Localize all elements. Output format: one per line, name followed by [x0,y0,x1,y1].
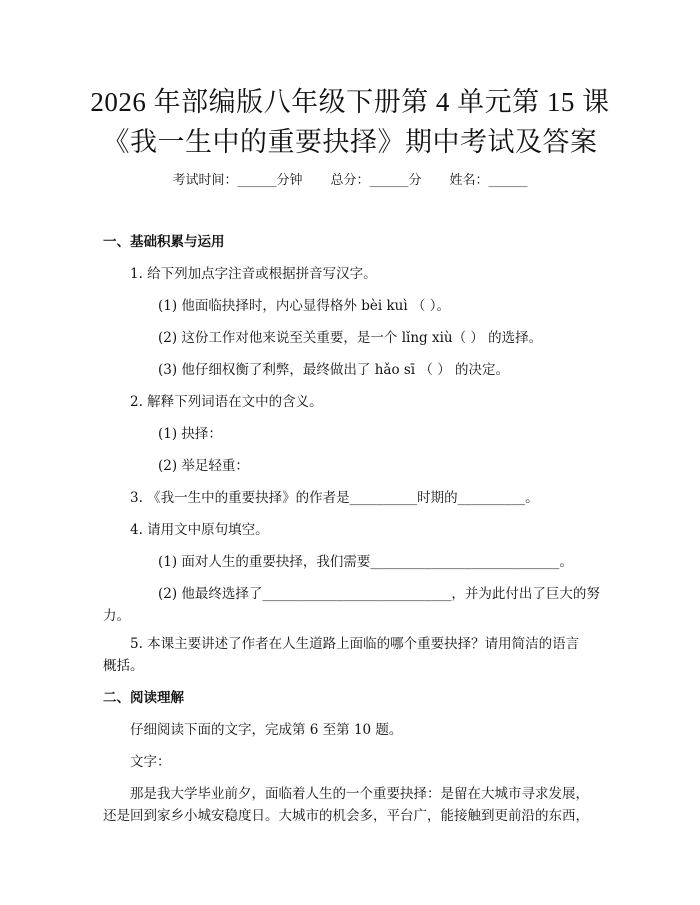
question-1: 1. 给下列加点字注音或根据拼音写汉字。 [130,266,377,282]
question-5-continued: 概括。 [103,658,144,674]
document-title-line-2: 《我一生中的重要抉择》期中考试及答案 [102,127,598,157]
question-1-item-3: (3) 他仔细权衡了利弊，最终做出了 hǎo sī （ ） 的决定。 [158,362,509,378]
question-1-item-2: (2) 这份工作对他来说至关重要，是一个 lǐng xiù（ ） 的选择。 [158,330,543,346]
question-2-item-2: (2) 举足轻重： [158,458,249,474]
document-title-line-1: 2026 年部编版八年级下册第 4 单元第 15 课 [90,87,610,117]
passage-line-1: 那是我大学毕业前夕，面临着人生的一个重要抉择：是留在大城市寻求发展， [130,786,589,802]
question-4: 4. 请用文中原句填空。 [130,522,269,538]
section-heading-reading: 二、阅读理解 [103,690,184,706]
section-heading-basics: 一、基础积累与运用 [103,234,225,250]
exam-time-field: 考试时间：______分钟 [172,173,303,188]
student-name-field: 姓名：______ [449,173,528,188]
question-3: 3. 《我一生中的重要抉择》的作者是__________时期的__________。 [130,490,539,506]
question-4-item-2-continued: 力。 [103,608,130,624]
passage-label: 文字： [130,754,171,770]
total-score-field: 总分：______分 [330,173,422,188]
question-1-item-1: (1) 他面临抉择时，内心显得格外 bèi kuì （ ）。 [158,298,450,314]
passage-line-2: 还是回到家乡小城安稳度日。大城市的机会多，平台广，能接触到更前沿的东西， [103,808,589,824]
exam-meta [0,169,700,188]
question-2-item-1: (1) 抉择： [158,426,222,442]
question-5: 5. 本课主要讲述了作者在人生道路上面临的哪个重要抉择？请用简洁的语言 [130,636,580,652]
reading-instructions: 仔细阅读下面的文字，完成第 6 至第 10 题。 [130,722,403,738]
question-2: 2. 解释下列词语在文中的含义。 [130,394,323,410]
question-4-item-1: (1) 面对人生的重要抉择，我们需要____________________________。 [158,554,573,570]
question-4-item-2: (2) 他最终选择了____________________________，并为此付出了巨大的努 [158,586,600,602]
